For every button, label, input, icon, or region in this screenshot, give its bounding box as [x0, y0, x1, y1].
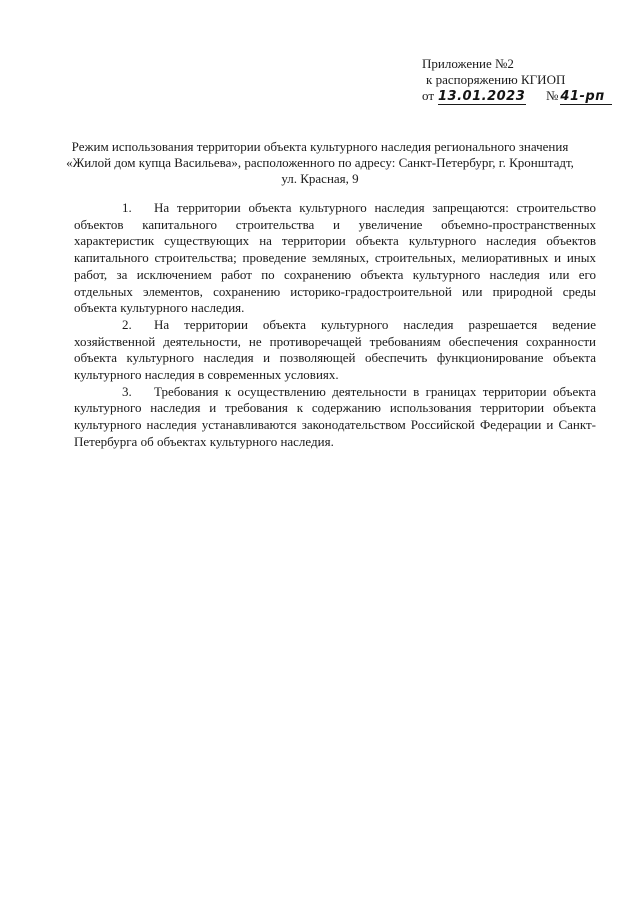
document-body: [74, 200, 596, 451]
paragraph-number: 3.: [122, 383, 132, 399]
paragraph-1: [74, 200, 596, 317]
title-line-1: Режим использования территории объекта культурного наследия регионального значения: [71, 139, 569, 154]
title-line-3: ул. Красная, 9: [281, 171, 359, 186]
order-reference: к распоряжению КГИОП: [426, 72, 566, 87]
number-label: №: [546, 88, 559, 103]
paragraph-number: 1.: [122, 200, 132, 215]
appendix-title: Приложение №2: [422, 56, 514, 71]
order-date-number-line: [422, 88, 622, 105]
paragraph-text: На территории объекта культурного наследия разрешается ведение хозяйственной деятельности, не противоречащей требованиям обеспечения сохранности объекта культурного наследия и позволяющей обеспечить функционирование объекта культурного наследия в современных условиях.: [74, 316, 596, 383]
appendix-header: [422, 56, 622, 105]
from-label: от: [422, 88, 435, 103]
title-line-2: «Жилой дом купца Васильева», расположенного по адресу: Санкт-Петербург, г. Кронштадт,: [66, 155, 574, 170]
paragraph-number: 2.: [122, 316, 132, 332]
paragraph-2: [74, 317, 596, 384]
document-title: [40, 139, 600, 187]
handwritten-number: 41-рп: [560, 90, 612, 105]
paragraph-text: Требования к осуществлению деятельности в границах территории объекта культурного наследия и требования к содержанию использования территории объекта культурного наследия устанавливаются законодательством Российской Федерации и Санкт-Петербурга об объектах культурного наследия.: [74, 383, 596, 449]
paragraph-3: [74, 384, 596, 451]
handwritten-date: 13.01.2023: [438, 89, 526, 104]
paragraph-text: На территории объекта культурного наследия запрещаются: строительство объектов капитального строительства и увеличение объемно-пространственных характеристик существующих на территории объекта культурного наследия объектов капитального строительства; проведение земляных, строительных, мелиоративных и иных работ, за исключением работ по сохранению объекта культурного наследия или его отдельных элементов, сохранению историко-градостроительной или природной среды объекта культурного наследия.: [74, 200, 596, 316]
